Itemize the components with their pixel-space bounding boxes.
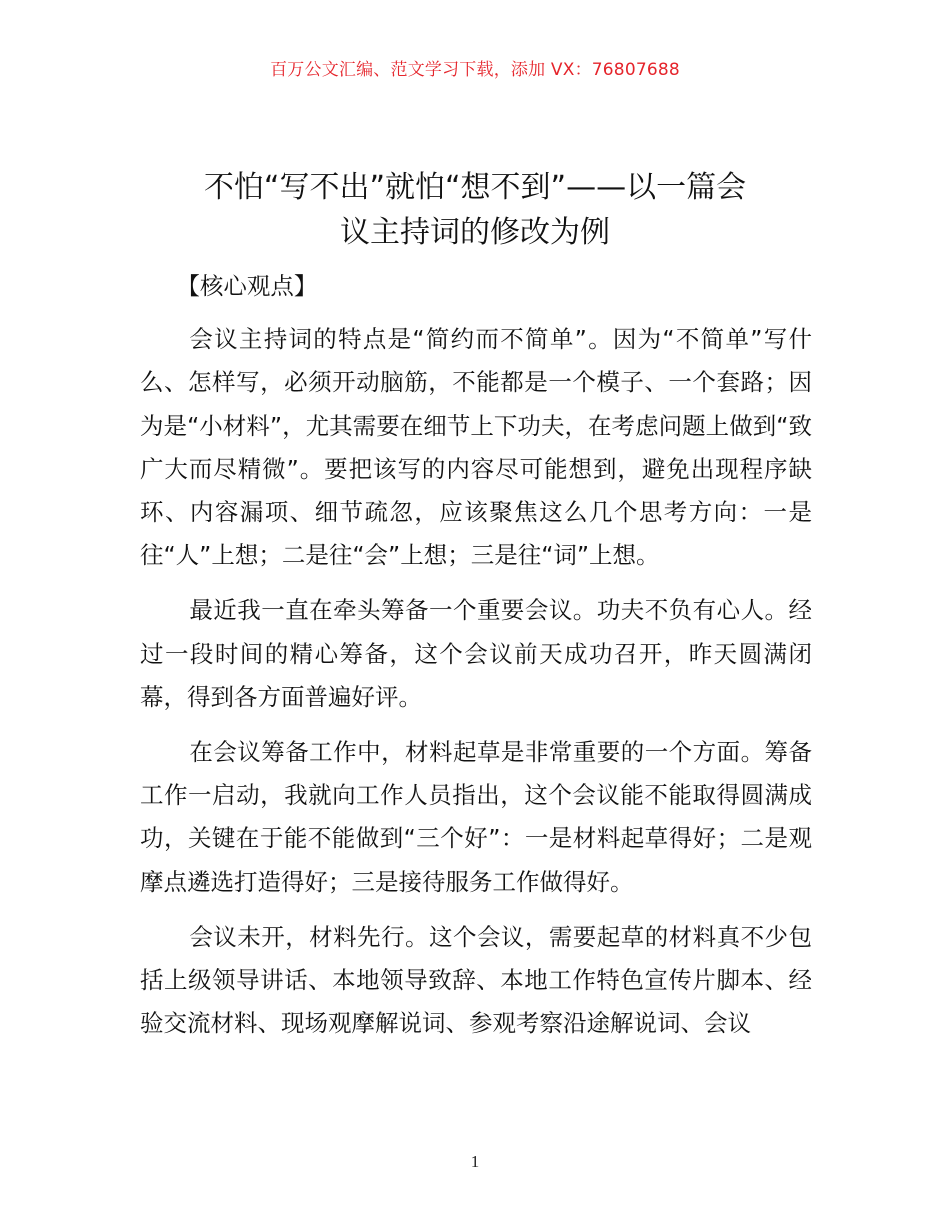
paragraph-3: 在会议筹备工作中，材料起草是非常重要的一个方面。筹备工作一启动，我就向工作人员指出，这个会议能不能取得圆满成功，关键在于能不能做到“三个好”：一是材料起草得好；二是观摩点遴选打造得好；三是接待服务工作做得好。 bbox=[140, 738, 812, 896]
paragraph-4: 会议未开，材料先行。这个会议，需要起草的材料真不少包括上级领导讲话、本地领导致辞、本地工作特色宣传片脚本、经验交流材料、现场观摩解说词、参观考察沿途解说词、会议 bbox=[140, 922, 812, 1038]
title-line-1: 不怕“写不出”就怕“想不到”——以一篇会 bbox=[203, 170, 747, 205]
section-label-core-viewpoint: 【核心观点】 bbox=[176, 272, 318, 300]
header-watermark-note: 百万公文汇编、范文学习下载，添加 VX：76807688 bbox=[270, 60, 680, 80]
document-title bbox=[110, 165, 840, 255]
title-line-2: 议主持词的修改为例 bbox=[340, 215, 610, 250]
paragraph-2: 最近我一直在牵头筹备一个重要会议。功夫不负有心人。经过一段时间的精心筹备，这个会议前天成功召开，昨天圆满闭幕，得到各方面普遍好评。 bbox=[140, 596, 812, 711]
page-number: 1 bbox=[470, 1152, 480, 1171]
paragraph-1: 会议主持词的特点是“简约而不简单”。因为“不简单”写什么、怎样写，必须开动脑筋，不能都是一个模子、一个套路；因为是“小材料”，尤其需要在细节上下功夫，在考虑问题上做到“致广大而尽精微”。要把该写的内容尽可能想到，避免出现程序缺环、内容漏项、细节疏忽，应该聚焦这么几个思考方向：一是往“人”上想；二是往“会”上想；三是往“词”上想。 bbox=[140, 325, 812, 570]
document-body bbox=[140, 265, 812, 1057]
